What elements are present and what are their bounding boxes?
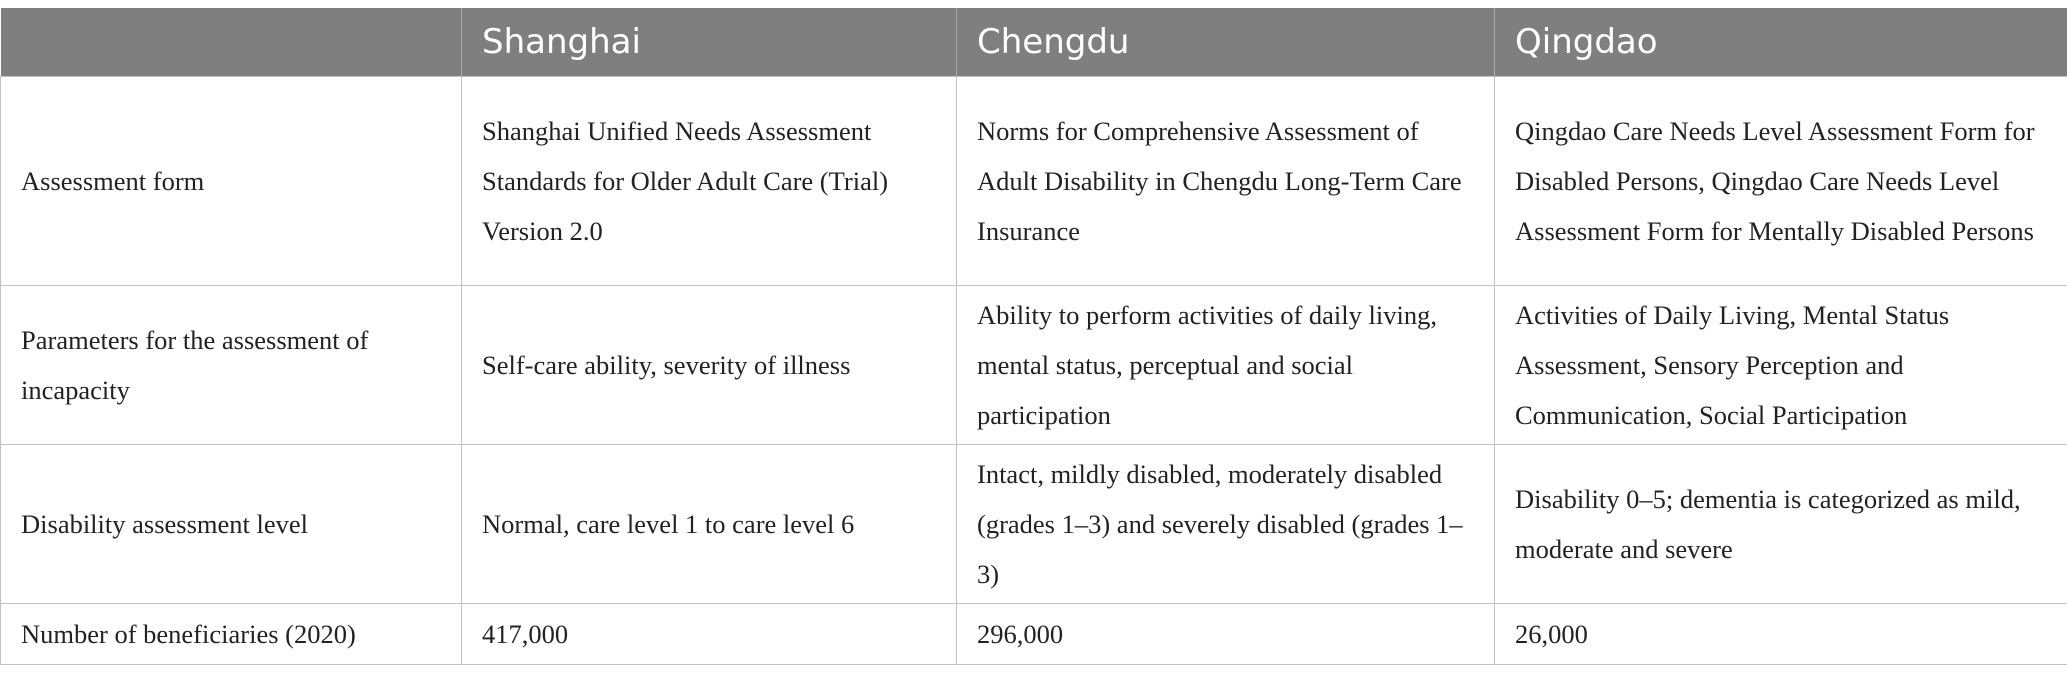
cell-chengdu: Intact, mildly disabled, moderately disabled (grades 1–3) and severely disabled (grades 1–3) xyxy=(957,445,1495,604)
table-header xyxy=(1,8,2067,77)
table-body xyxy=(1,77,2067,665)
cell-shanghai: Self-care ability, severity of illness xyxy=(462,286,957,445)
cell-chengdu: Norms for Comprehensive Assessment of Adult Disability in Chengdu Long-Term Care Insurance xyxy=(957,77,1495,286)
header-shanghai: Shanghai xyxy=(462,8,957,77)
header-row xyxy=(1,8,2067,77)
row-label: Assessment form xyxy=(1,77,462,286)
row-label: Parameters for the assessment of incapacity xyxy=(1,286,462,445)
cell-shanghai: Shanghai Unified Needs Assessment Standards for Older Adult Care (Trial) Version 2.0 xyxy=(462,77,957,286)
comparison-table xyxy=(0,8,2067,665)
cell-shanghai: Normal, care level 1 to care level 6 xyxy=(462,445,957,604)
table-row-assessment-form xyxy=(1,77,2067,286)
table-row-beneficiaries xyxy=(1,604,2067,665)
row-label: Disability assessment level xyxy=(1,445,462,604)
cell-qingdao: Qingdao Care Needs Level Assessment Form for Disabled Persons, Qingdao Care Needs Level Assessment Form for Mentally Disabled Persons xyxy=(1495,77,2067,286)
table-row-disability-level xyxy=(1,445,2067,604)
row-label: Number of beneficiaries (2020) xyxy=(1,604,462,665)
cell-qingdao: 26,000 xyxy=(1495,604,2067,665)
cell-shanghai: 417,000 xyxy=(462,604,957,665)
cell-qingdao: Activities of Daily Living, Mental Status Assessment, Sensory Perception and Communication, Social Participation xyxy=(1495,286,2067,445)
cell-qingdao: Disability 0–5; dementia is categorized as mild, moderate and severe xyxy=(1495,445,2067,604)
cell-chengdu: 296,000 xyxy=(957,604,1495,665)
table-row-parameters xyxy=(1,286,2067,445)
header-qingdao: Qingdao xyxy=(1495,8,2067,77)
comparison-table-container xyxy=(0,8,2067,665)
header-chengdu: Chengdu xyxy=(957,8,1495,77)
header-corner-cell xyxy=(1,8,462,77)
cell-chengdu: Ability to perform activities of daily living, mental status, perceptual and social participation xyxy=(957,286,1495,445)
